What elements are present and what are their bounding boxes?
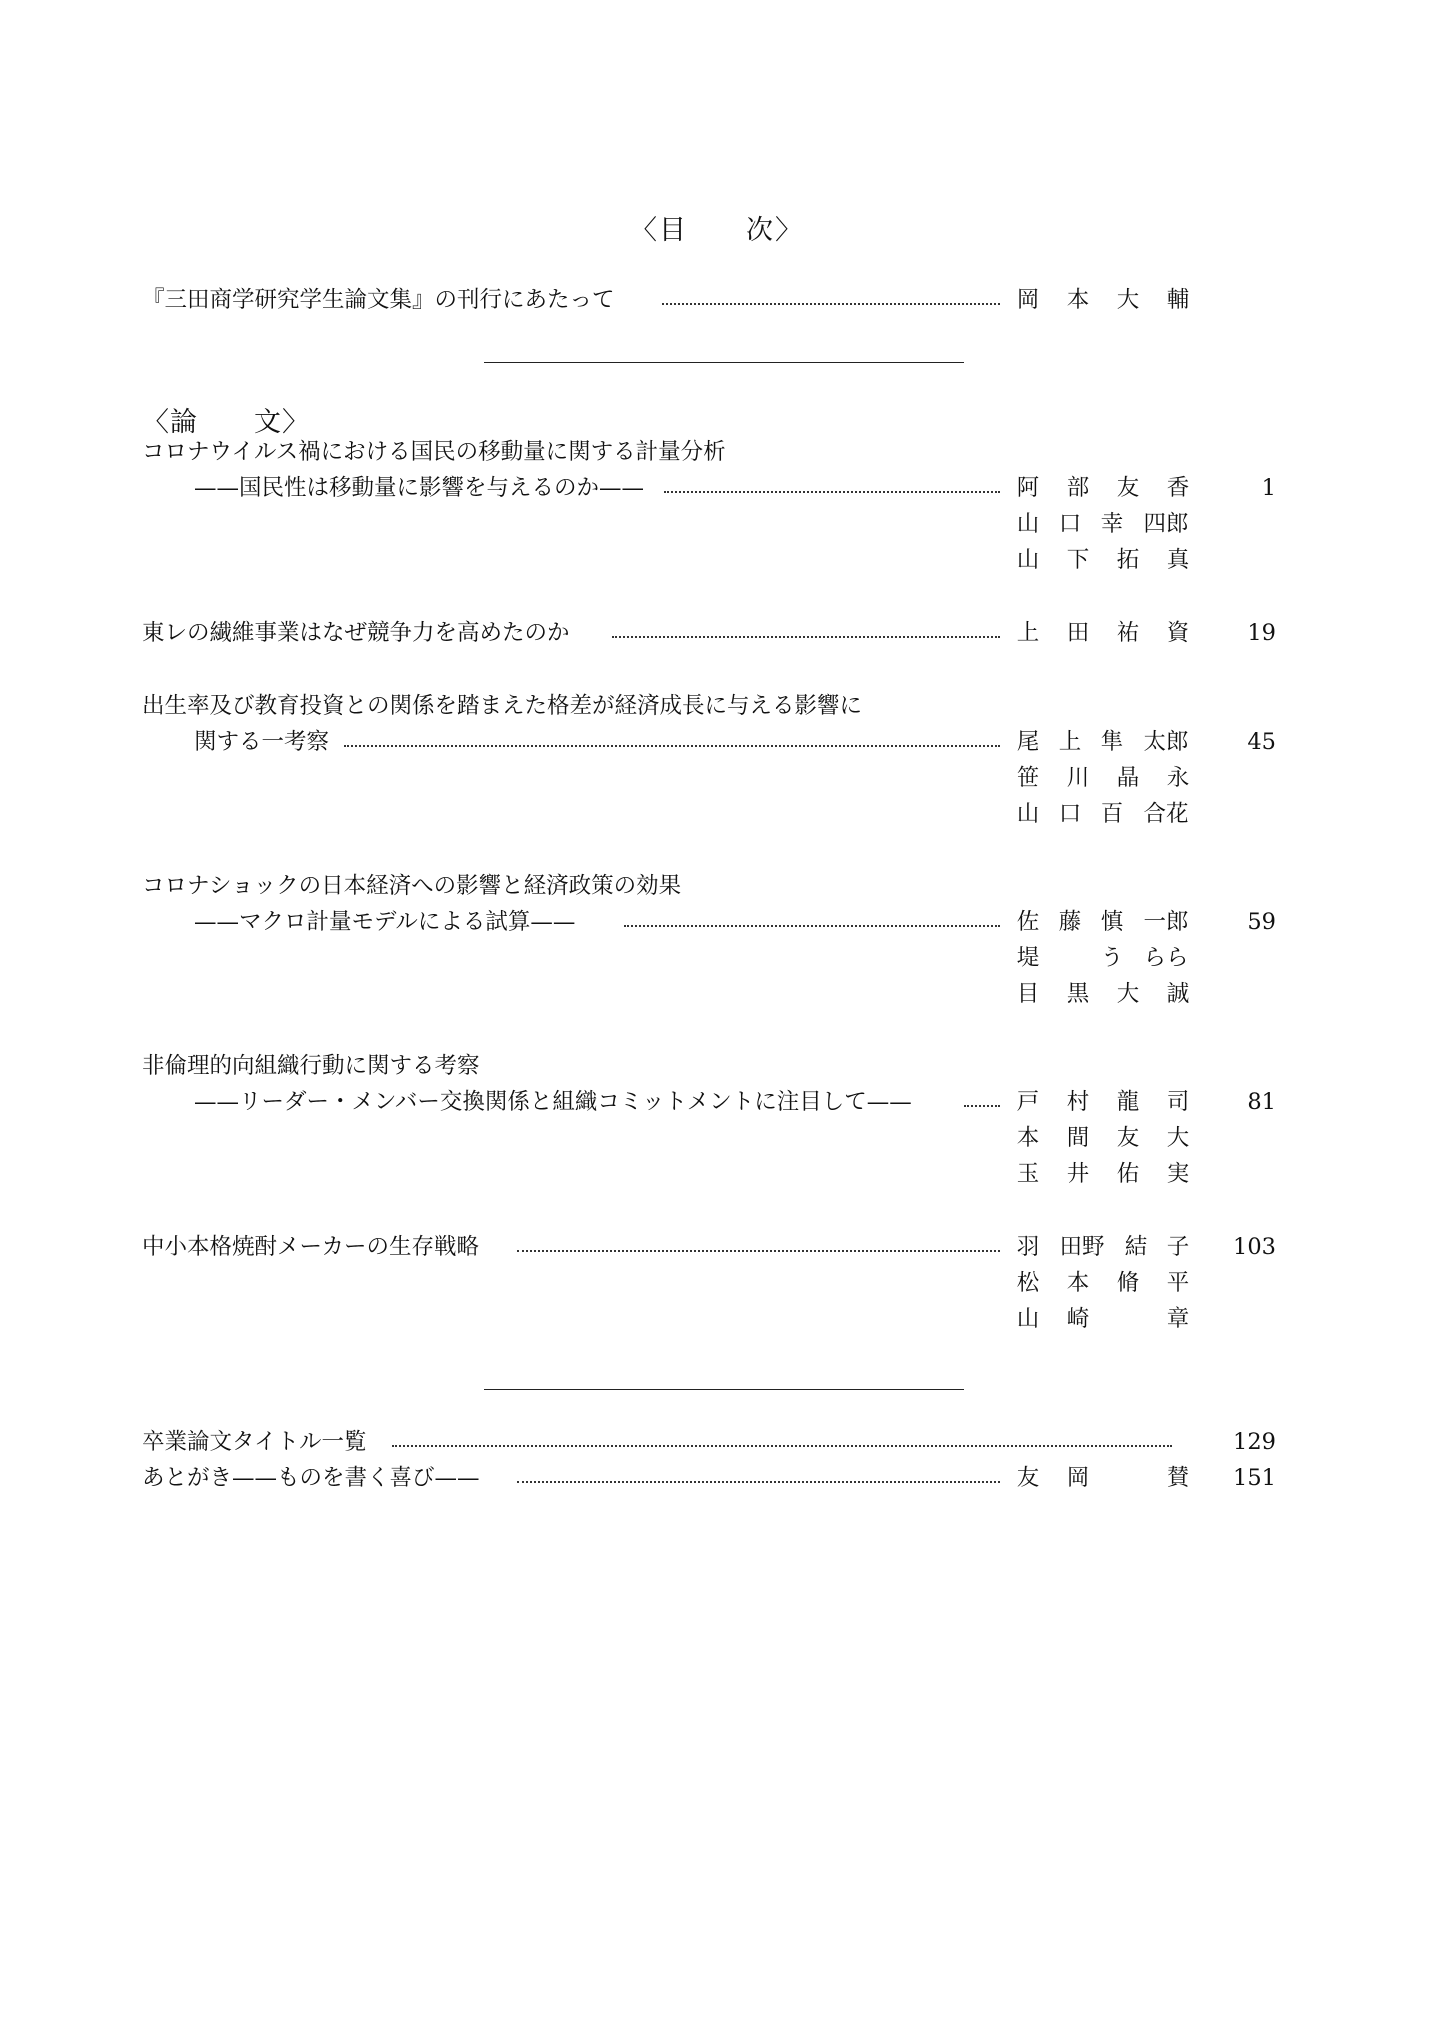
author-char: 下	[1066, 547, 1090, 573]
preface-author	[1015, 282, 1191, 318]
paper-4-title: コロナショックの日本経済への影響と経済政策の効果	[142, 873, 682, 899]
paper-5-subtitle: ——リーダー・メンバー交換関係と組織コミットメントに注目して——	[194, 1084, 916, 1120]
paper-6-author-2	[1015, 1265, 1191, 1301]
paper-3-subtitle: 関する一考察	[194, 724, 333, 760]
author-char: 山	[1016, 547, 1040, 573]
author-char: 崎	[1066, 1306, 1090, 1332]
paper-4-author-1	[1015, 904, 1191, 940]
paper-4-subtitle: ——マクロ計量モデルによる試算——	[194, 904, 579, 940]
author-char: 真	[1166, 547, 1190, 573]
paper-1-author-2	[1015, 506, 1191, 542]
author-char: 岡	[1066, 1465, 1090, 1491]
dot-leader	[664, 491, 1000, 493]
author-char: 田	[1066, 620, 1090, 646]
paper-6-entry	[142, 1229, 1000, 1265]
paper-2-page: 19	[1247, 620, 1276, 646]
paper-1-subtitle: ——国民性は移動量に影響を与えるのか——	[194, 470, 648, 506]
author-char: 口	[1058, 801, 1082, 827]
author-char	[1057, 940, 1083, 976]
author-char: 部	[1066, 475, 1090, 501]
preface-entry	[142, 282, 1000, 318]
author-char: 玉	[1016, 1161, 1040, 1187]
dot-leader	[344, 745, 1000, 747]
author-char: 合花	[1143, 801, 1189, 827]
author-char: 輔	[1166, 287, 1190, 313]
author-char: 幸	[1100, 511, 1124, 537]
appendix-1-page: 129	[1233, 1429, 1276, 1455]
author-char: 一郎	[1143, 909, 1189, 935]
author-char: 永	[1166, 765, 1190, 791]
paper-5-author-1	[1015, 1084, 1191, 1120]
author-char: 資	[1166, 620, 1190, 646]
appendix-1-title: 卒業論文タイトル一覧	[142, 1424, 371, 1460]
appendix-2-entry	[142, 1460, 1000, 1496]
paper-3-subtitle-entry	[194, 724, 1000, 760]
dot-leader	[662, 303, 1000, 305]
paper-4-subtitle-entry	[194, 904, 1000, 940]
author-char: 藤	[1058, 909, 1082, 935]
dot-leader	[624, 925, 1000, 927]
paper-1-author-3	[1015, 542, 1191, 578]
paper-1-author-1	[1015, 470, 1191, 506]
author-char: 大	[1116, 287, 1140, 313]
paper-5-title: 非倫理的向組織行動に関する考察	[142, 1053, 480, 1079]
divider	[484, 1389, 964, 1390]
author-char: 黒	[1066, 981, 1090, 1007]
paper-4-author-2	[1015, 940, 1191, 976]
toc-title: 〈目 次〉	[630, 215, 804, 246]
author-char: 尾	[1016, 729, 1040, 755]
appendix-1-entry	[142, 1424, 1172, 1460]
author-char: らら	[1143, 945, 1189, 971]
paper-3-author-1	[1015, 724, 1191, 760]
author-char: 脩	[1116, 1270, 1140, 1296]
paper-4-author-3	[1015, 976, 1191, 1012]
dot-leader	[392, 1445, 1172, 1447]
author-char: 山	[1016, 1306, 1040, 1332]
author-char	[1115, 1460, 1141, 1496]
author-char: 太郎	[1143, 729, 1189, 755]
paper-6-title: 中小本格焼酎メーカーの生存戦略	[142, 1229, 483, 1265]
author-char: 友	[1016, 1465, 1040, 1491]
paper-4-page: 59	[1247, 909, 1276, 935]
author-char: 拓	[1116, 547, 1140, 573]
paper-5-page: 81	[1247, 1089, 1276, 1115]
appendix-2-title: あとがき——ものを書く喜び——	[142, 1460, 484, 1496]
paper-1-title: コロナウイルス禍における国民の移動量に関する計量分析	[142, 439, 726, 465]
author-char: 賛	[1166, 1465, 1190, 1491]
author-char: 川	[1066, 765, 1090, 791]
paper-2-entry	[142, 615, 1000, 651]
author-char: 実	[1166, 1161, 1190, 1187]
author-char: 祐	[1116, 620, 1140, 646]
author-char: 百	[1100, 801, 1124, 827]
author-char: 龍	[1116, 1089, 1140, 1115]
paper-2-author-1	[1015, 615, 1191, 651]
author-char: 平	[1166, 1270, 1190, 1296]
author-char: 章	[1166, 1306, 1190, 1332]
author-char	[1115, 1301, 1141, 1337]
author-char: 岡	[1016, 287, 1040, 313]
appendix-2-page: 151	[1233, 1465, 1276, 1491]
author-char: 山	[1016, 511, 1040, 537]
author-char: 目	[1016, 981, 1040, 1007]
paper-5-author-3	[1015, 1156, 1191, 1192]
paper-6-author-3	[1015, 1301, 1191, 1337]
paper-3-author-2	[1015, 760, 1191, 796]
preface-title: 『三田商学研究学生論文集』の刊行にあたって	[142, 282, 619, 318]
author-char: 隼	[1100, 729, 1124, 755]
author-char: 田野	[1059, 1234, 1105, 1260]
paper-1-page: 1	[1261, 475, 1276, 501]
paper-3-page: 45	[1247, 729, 1276, 755]
author-char: 山	[1016, 801, 1040, 827]
author-char: 本	[1066, 1270, 1090, 1296]
author-char: 佐	[1016, 909, 1040, 935]
author-char: 佑	[1116, 1161, 1140, 1187]
author-char: 戸	[1016, 1089, 1040, 1115]
author-char: 司	[1166, 1089, 1190, 1115]
author-char: 松	[1016, 1270, 1040, 1296]
author-char: 友	[1116, 1125, 1140, 1151]
author-char: 晶	[1116, 765, 1140, 791]
author-char: 大	[1116, 981, 1140, 1007]
author-char: 慎	[1100, 909, 1124, 935]
paper-6-page: 103	[1233, 1234, 1276, 1260]
author-char: 羽	[1016, 1234, 1040, 1260]
author-char: 上	[1058, 729, 1082, 755]
author-char: 本	[1066, 287, 1090, 313]
paper-2-title: 東レの繊維事業はなぜ競争力を高めたのか	[142, 615, 574, 651]
author-char: う	[1100, 945, 1124, 971]
author-char: 上	[1016, 620, 1040, 646]
author-char: 香	[1166, 475, 1190, 501]
author-char: 口	[1058, 511, 1082, 537]
paper-3-title: 出生率及び教育投資との関係を踏まえた格差が経済成長に与える影響に	[142, 693, 863, 719]
paper-5-subtitle-entry	[194, 1084, 1000, 1120]
paper-6-author-1	[1015, 1229, 1191, 1265]
author-char: 子	[1166, 1234, 1190, 1260]
author-char: 本	[1016, 1125, 1040, 1151]
author-char: 井	[1066, 1161, 1090, 1187]
author-char: 笹	[1016, 765, 1040, 791]
author-char: 結	[1124, 1234, 1148, 1260]
dot-leader	[517, 1481, 1000, 1483]
author-char: 誠	[1166, 981, 1190, 1007]
paper-1-subtitle-entry	[194, 470, 1000, 506]
author-char: 友	[1116, 475, 1140, 501]
author-char: 間	[1066, 1125, 1090, 1151]
section-heading: 〈論 文〉	[142, 407, 310, 438]
author-char: 四郎	[1143, 511, 1189, 537]
dot-leader	[612, 636, 1000, 638]
paper-5-author-2	[1015, 1120, 1191, 1156]
author-char: 村	[1066, 1089, 1090, 1115]
author-char: 堤	[1016, 945, 1040, 971]
author-char: 阿	[1016, 475, 1040, 501]
paper-3-author-3	[1015, 796, 1191, 832]
divider	[484, 362, 964, 363]
dot-leader	[964, 1105, 1000, 1107]
author-char: 大	[1166, 1125, 1190, 1151]
appendix-2-author	[1015, 1460, 1191, 1496]
dot-leader	[517, 1250, 1000, 1252]
